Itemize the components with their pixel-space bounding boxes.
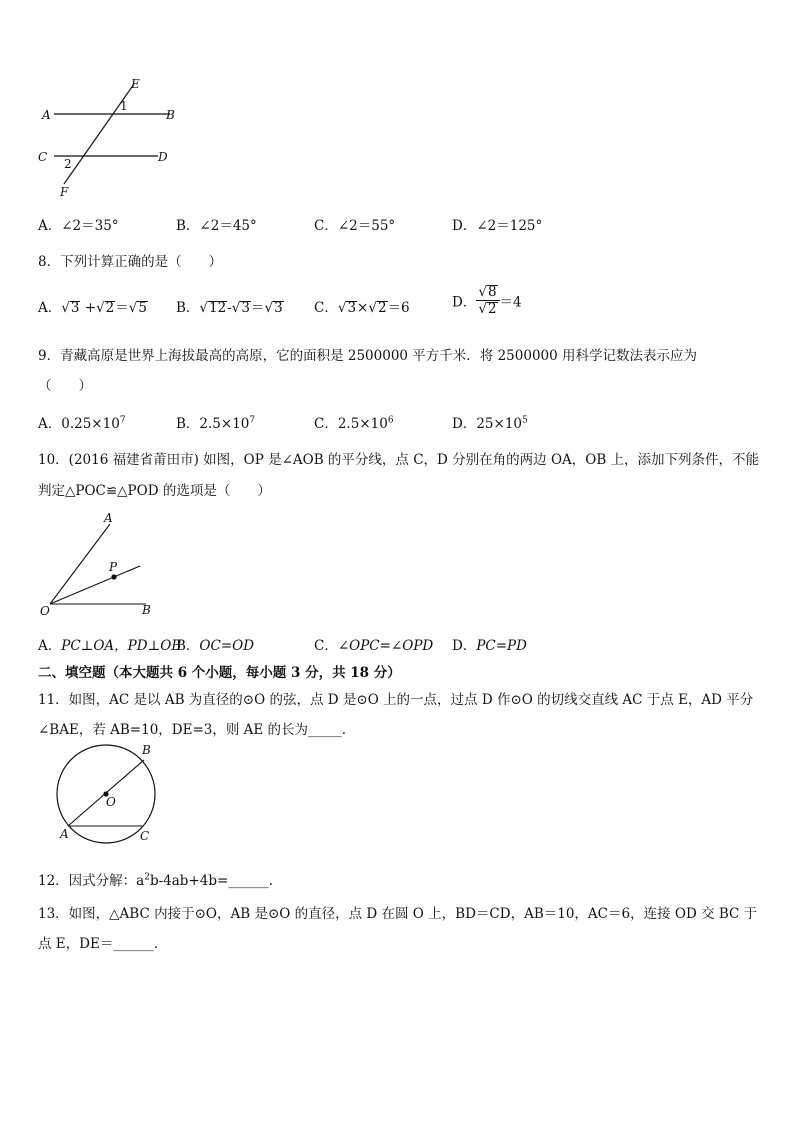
label-angle-1: 1 bbox=[120, 99, 128, 113]
q7-option-a[interactable]: A．∠2＝35° bbox=[38, 218, 119, 234]
q10-option-a[interactable]: A．PC⊥OA，PD⊥OB bbox=[38, 638, 182, 654]
label-F: F bbox=[60, 185, 69, 199]
q9-stem: 9．青藏高原是世界上海拔最高的高原，它的面积是 2500000 平方千米．将 2500000 用科学记数法表示应为 bbox=[38, 348, 698, 364]
label-A: A bbox=[42, 108, 51, 122]
q13-stem-line1: 13．如图，△ABC 内接于⊙O，AB 是⊙O 的直径，点 D 在圆 O 上，BD＝CD，AB＝10，AC＝6，连接 OD 交 BC 于 bbox=[38, 906, 758, 922]
label-B: B bbox=[166, 108, 175, 122]
q8-option-d[interactable]: D． $\frac{√8}{√2}$ ＝4 bbox=[452, 284, 522, 317]
label-B: B bbox=[142, 603, 151, 617]
section-title: 二、填空题（本大题共 6 个小题，每小题 3 分，共 18 分） bbox=[38, 665, 401, 681]
label-E: E bbox=[131, 77, 140, 91]
label-angle-2: 2 bbox=[64, 157, 72, 171]
q8-option-b[interactable]: B．√12-√3＝√3 bbox=[176, 300, 283, 316]
q9-option-d[interactable]: D．$25\times 10^5$ bbox=[452, 415, 528, 432]
q8-option-a[interactable]: A．√3 +√2＝√5 bbox=[38, 300, 147, 316]
label-D: D bbox=[158, 150, 168, 164]
label-P: P bbox=[109, 560, 118, 574]
circle-figure bbox=[50, 742, 162, 848]
parallel-lines-figure bbox=[30, 72, 190, 202]
q9-option-a[interactable]: A．$0.25\times 10^7$ bbox=[38, 415, 126, 432]
q7-option-c[interactable]: C．∠2＝55° bbox=[314, 218, 396, 234]
label-B: B bbox=[142, 743, 151, 757]
q12-stem: 12．因式分解：$a^2b-4ab+4b=\_\_\_\_\_\_$． bbox=[38, 872, 283, 889]
q8-stem: 8．下列计算正确的是（ ） bbox=[38, 254, 223, 270]
q11-stem-line2: ∠BAE，若 AB=10，DE=3，则 AE 的长为_____． bbox=[38, 722, 356, 738]
q9-paren: （ ） bbox=[38, 378, 92, 394]
q10-option-d[interactable]: D．PC=PD bbox=[452, 638, 527, 654]
label-O: O bbox=[40, 604, 50, 618]
label-A: A bbox=[104, 511, 113, 525]
q9-option-c[interactable]: C．$2.5\times 10^6$ bbox=[314, 415, 394, 432]
q10-option-b[interactable]: B．OC=OD bbox=[176, 638, 255, 654]
q10-stem-line1: 10．(2016 福建省莆田市) 如图，OP 是∠AOB 的平分线，点 C，D 分别在角的两边 OA，OB 上，添加下列条件，不能 bbox=[38, 452, 760, 468]
q11-stem-line1: 11．如图，AC 是以 AB 为直径的⊙O 的弦，点 D 是⊙O 上的一点，过点 D 作⊙O 的切线交直线 AC 于点 E，AD 平分 bbox=[38, 692, 754, 708]
q7-option-d[interactable]: D．∠2＝125° bbox=[452, 218, 543, 234]
q10-stem-line2: 判定△POC≌△POD 的选项是（ ） bbox=[38, 483, 271, 499]
q8-option-c[interactable]: C．√3×√2＝6 bbox=[314, 300, 410, 316]
q9-option-b[interactable]: B．$2.5\times 10^7$ bbox=[176, 415, 256, 432]
label-C: C bbox=[140, 829, 150, 843]
label-A: A bbox=[60, 827, 69, 841]
label-O: O bbox=[106, 795, 116, 809]
q7-option-b[interactable]: B．∠2＝45° bbox=[176, 218, 257, 234]
q13-stem-line2: 点 E，DE＝______． bbox=[38, 936, 168, 952]
label-C: C bbox=[38, 150, 48, 164]
angle-bisector-figure bbox=[36, 508, 166, 620]
q10-option-c[interactable]: C．∠OPC=∠OPD bbox=[314, 638, 434, 654]
